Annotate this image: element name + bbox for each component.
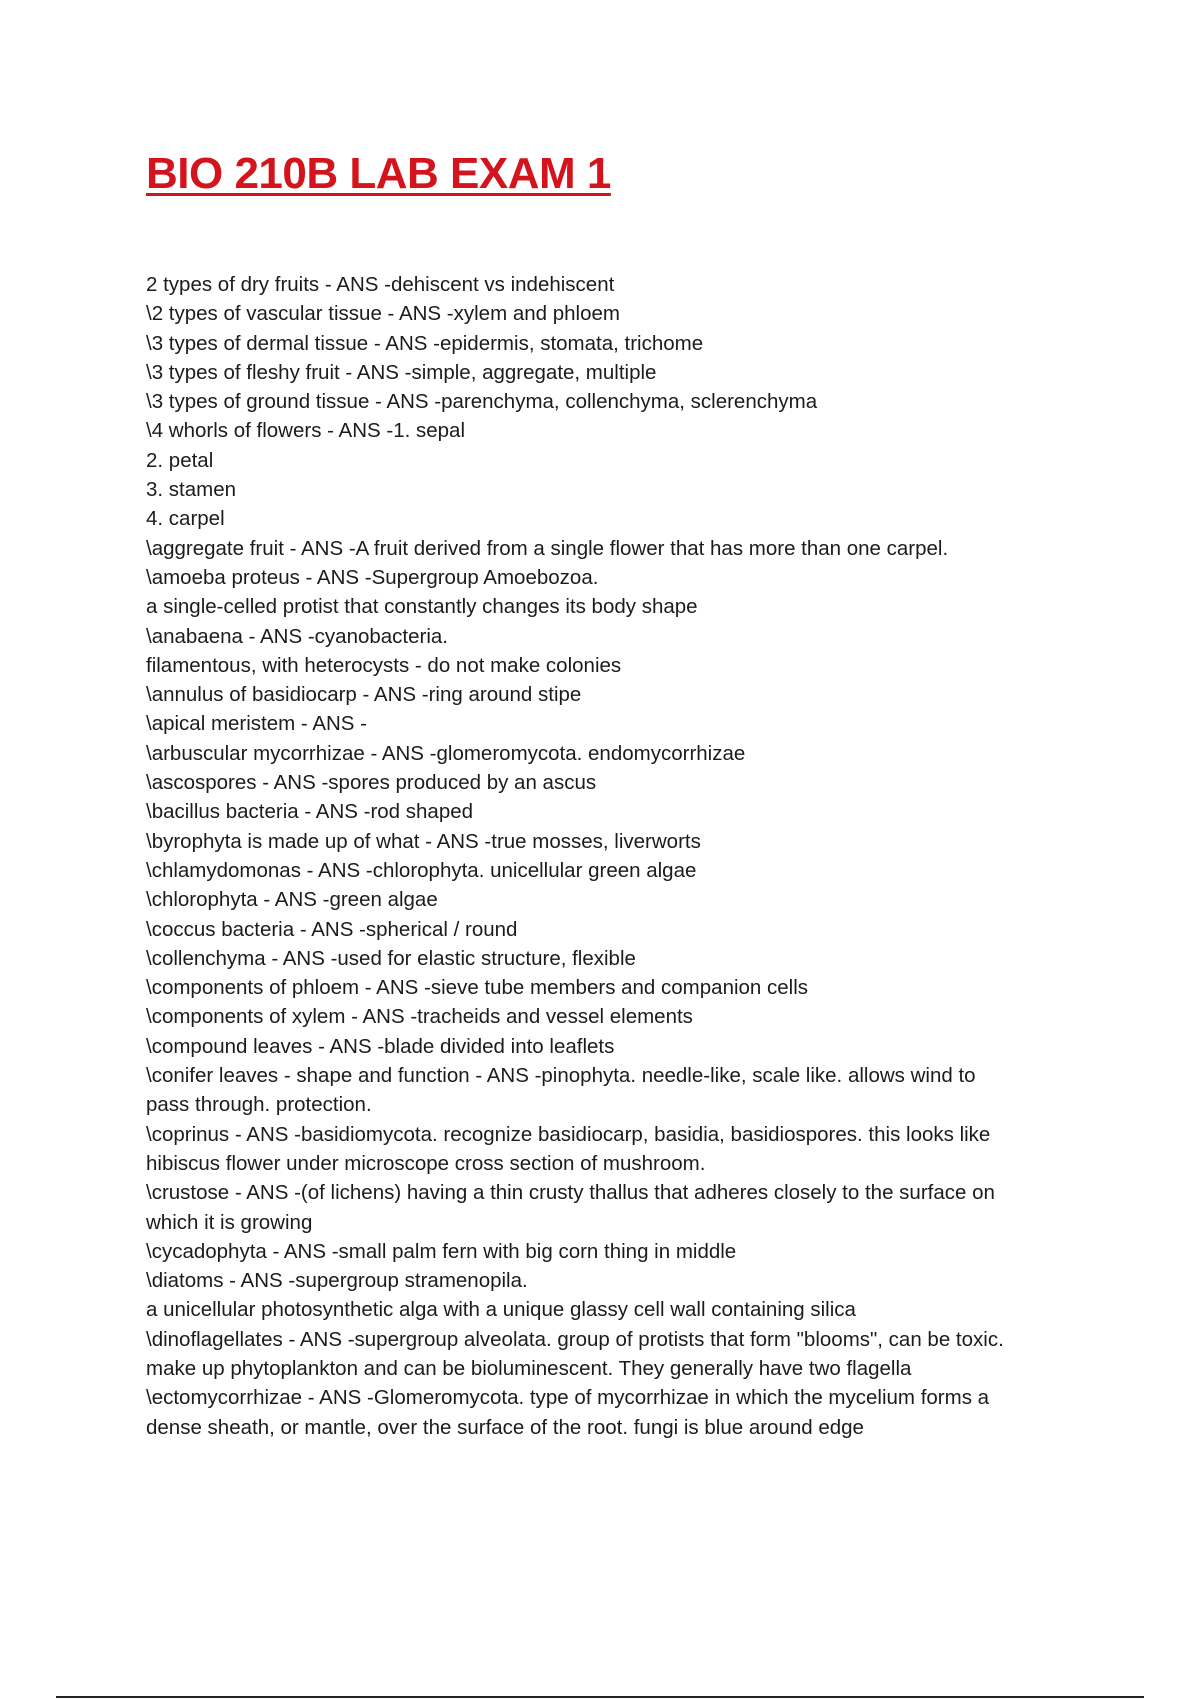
text-line: which it is growing (146, 1210, 313, 1234)
text-line: \diatoms - ANS -supergroup stramenopila. (146, 1269, 528, 1293)
text-line: filamentous, with heterocysts - do not make colonies (146, 653, 622, 677)
text-line: a unicellular photosynthetic alga with a unique glassy cell wall containing silica (146, 1298, 856, 1322)
text-line: a single-celled protist that constantly changes its body shape (146, 595, 698, 619)
text-line: \byrophyta is made up of what - ANS -true mosses, liverworts (146, 829, 701, 853)
text-line: \2 types of vascular tissue - ANS -xylem and phloem (146, 302, 620, 326)
text-line: hibiscus flower under microscope cross section of mushroom. (146, 1151, 706, 1175)
text-line: \compound leaves - ANS -blade divided into leaflets (146, 1034, 615, 1058)
text-line: \aggregate fruit - ANS -A fruit derived from a single flower that has more than one carpel. (146, 536, 949, 560)
text-line: \components of phloem - ANS -sieve tube members and companion cells (146, 976, 809, 1000)
text-line: 4. carpel (146, 507, 225, 531)
text-line: dense sheath, or mantle, over the surface of the root. fungi is blue around edge (146, 1415, 864, 1439)
flashcard-list (146, 270, 1076, 1442)
text-line: \conifer leaves - shape and function - ANS -pinophyta. needle-like, scale like. allows wind to (146, 1064, 976, 1088)
text-line: \3 types of dermal tissue - ANS -epidermis, stomata, trichome (146, 331, 704, 355)
page-title: BIO 210B LAB EXAM 1 (146, 149, 611, 198)
text-line: \apical meristem - ANS - (146, 712, 367, 736)
text-line: \ectomycorrhizae - ANS -Glomeromycota. type of mycorrhizae in which the mycelium forms a (146, 1386, 990, 1410)
text-line: \dinoflagellates - ANS -supergroup alveolata. group of protists that form "blooms", can be toxic. (146, 1327, 1004, 1351)
text-line: \crustose - ANS -(of lichens) having a thin crusty thallus that adheres closely to the surface on (146, 1181, 995, 1205)
text-line: \anabaena - ANS -cyanobacteria. (146, 624, 448, 648)
text-line: \annulus of basidiocarp - ANS -ring around stipe (146, 683, 582, 707)
text-line: \4 whorls of flowers - ANS -1. sepal (146, 419, 466, 443)
text-line: \coccus bacteria - ANS -spherical / round (146, 917, 518, 941)
text-line: \cycadophyta - ANS -small palm fern with big corn thing in middle (146, 1239, 737, 1263)
text-line: \collenchyma - ANS -used for elastic structure, flexible (146, 946, 636, 970)
text-line: \chlorophyta - ANS -green algae (146, 888, 438, 912)
text-line: \components of xylem - ANS -tracheids and vessel elements (146, 1005, 693, 1029)
text-line: make up phytoplankton and can be bioluminescent. They generally have two flagella (146, 1356, 912, 1380)
text-line: \chlamydomonas - ANS -chlorophyta. unicellular green algae (146, 858, 697, 882)
text-line: \ascospores - ANS -spores produced by an ascus (146, 771, 597, 795)
text-line: \bacillus bacteria - ANS -rod shaped (146, 800, 474, 824)
text-line: \3 types of ground tissue - ANS -parenchyma, collenchyma, sclerenchyma (146, 390, 818, 414)
text-line: \coprinus - ANS -basidiomycota. recognize basidiocarp, basidia, basidiospores. this looks like (146, 1122, 991, 1146)
text-line: 3. stamen (146, 478, 237, 502)
footer-divider (56, 1696, 1144, 1698)
text-line: 2 types of dry fruits - ANS -dehiscent vs indehiscent (146, 273, 615, 296)
text-line: 2. petal (146, 448, 214, 472)
text-line: \arbuscular mycorrhizae - ANS -glomeromycota. endomycorrhizae (146, 741, 746, 765)
text-line: pass through. protection. (146, 1093, 372, 1117)
text-line: \amoeba proteus - ANS -Supergroup Amoebozoa. (146, 565, 599, 589)
text-line: \3 types of fleshy fruit - ANS -simple, aggregate, multiple (146, 360, 657, 384)
